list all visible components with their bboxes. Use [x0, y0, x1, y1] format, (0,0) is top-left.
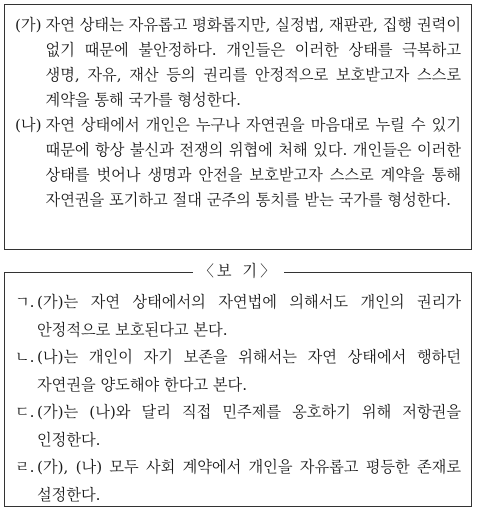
- bogi-box: [4, 272, 472, 507]
- passage-item-ga: [15, 13, 461, 113]
- passage-text-ga: 자연 상태는 자유롭고 평화롭지만, 실정법, 재판관, 집행 권력이 없기 때문에 불안정하다. 개인들은 이러한 상태를 극복하고 생명, 자유, 재산 등의 권리를 안정적으로 보호받고자 스스로 계약을 통해 국가를 형성한다.: [45, 16, 461, 109]
- bogi-marker-digeut: ㄷ.: [15, 403, 35, 421]
- bogi-text-digeut: (가)는 (나)와 달리 직접 민주제를 옹호하기 위해 저항권을 인정한다.: [37, 403, 461, 449]
- bogi-text-rieul: (가), (나) 모두 사회 계약에서 개인을 자유롭고 평등한 존재로 설정한다.: [37, 458, 461, 504]
- bogi-item-giyeok: [15, 289, 461, 344]
- bogi-text-giyeok: (가)는 자연 상태에서의 자연법에 의해서도 개인의 권리가 안정적으로 보호된다고 본다.: [37, 293, 461, 339]
- bogi-item-digeut: [15, 399, 461, 454]
- bogi-item-rieul: [15, 454, 461, 509]
- passage-text-na: 자연 상태에서 개인은 누구나 자연권을 마음대로 누릴 수 있기 때문에 항상 불신과 전쟁의 위협에 처해 있다. 개인들은 이러한 상태를 벗어나 생명과 안전을 보호받고자 스스로 계약을 통해 자연권을 포기하고 절대 군주의 통치를 받는 국가를 형성한다.: [45, 116, 461, 209]
- bogi-marker-giyeok: ㄱ.: [15, 293, 35, 311]
- passage-box: [4, 4, 472, 250]
- passage-item-na: [15, 113, 461, 213]
- passage-marker-na: (나): [15, 116, 42, 134]
- bogi-title: [0, 261, 477, 281]
- bogi-text-nieun: (나)는 개인이 자기 보존을 위해서는 자연 상태에서 행하던 자연권을 양도해야 한다고 본다.: [37, 348, 461, 394]
- passage-marker-ga: (가): [15, 16, 42, 34]
- bogi-title-label: 〈보 기〉: [193, 262, 285, 280]
- bogi-marker-nieun: ㄴ.: [15, 348, 35, 366]
- bogi-marker-rieul: ㄹ.: [15, 458, 35, 476]
- bogi-item-nieun: [15, 344, 461, 399]
